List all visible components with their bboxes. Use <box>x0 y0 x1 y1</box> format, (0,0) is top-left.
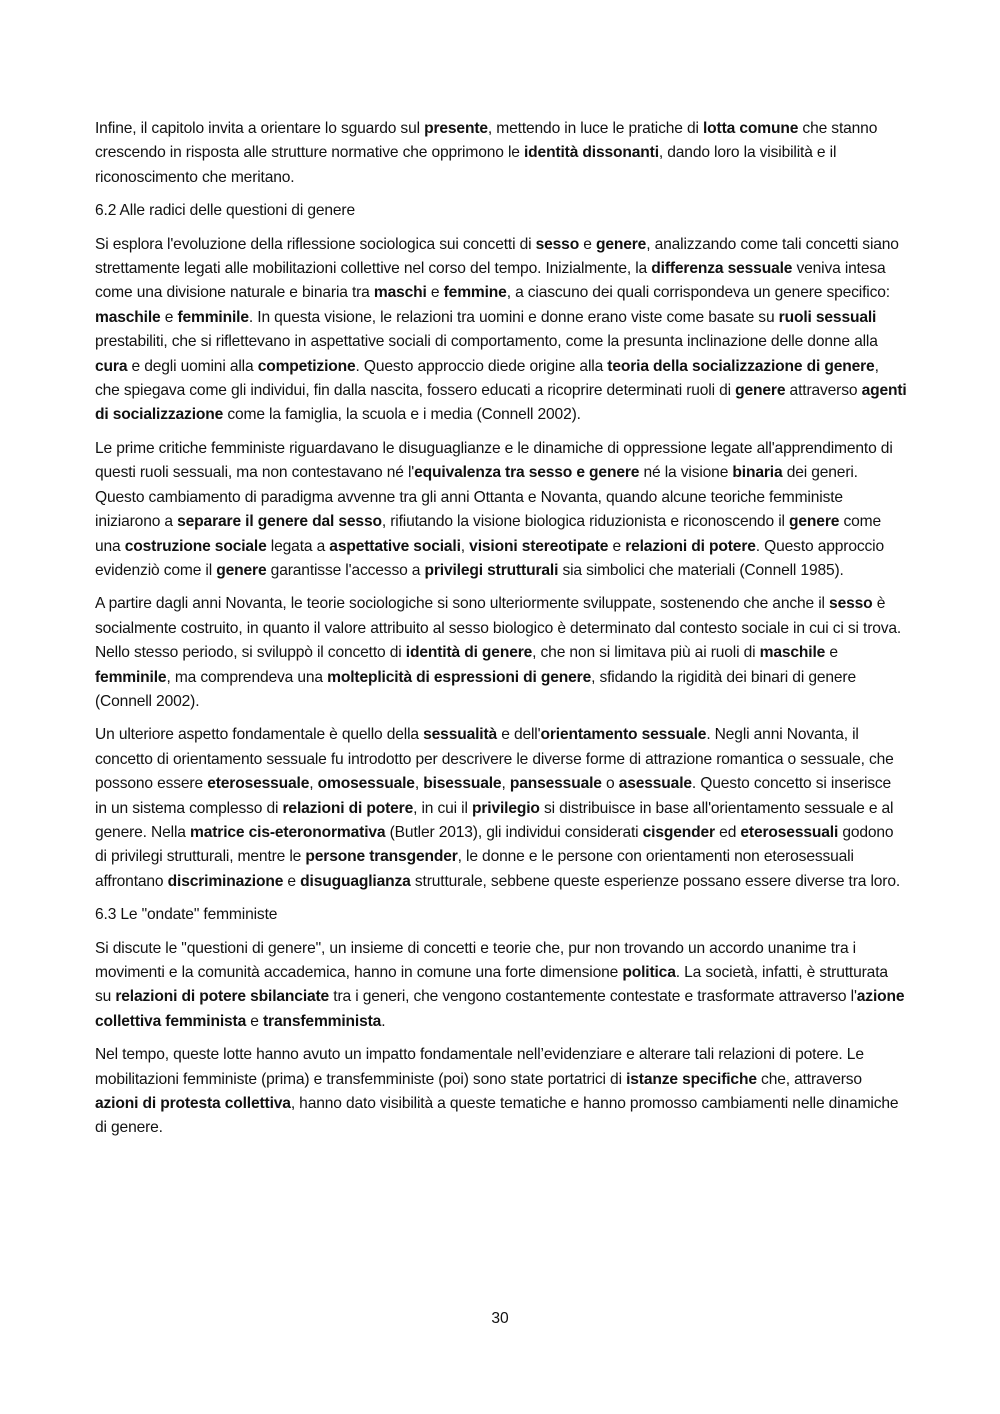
text-run: e <box>246 1012 263 1030</box>
bold-term: relazioni di potere <box>282 799 414 817</box>
bold-term: equivalenza tra sesso e genere <box>414 464 640 482</box>
bold-term: discriminazione <box>167 872 284 890</box>
text-run: , <box>460 537 470 555</box>
bold-term: privilegio <box>471 799 540 817</box>
text-run: e dell' <box>497 726 541 744</box>
bold-term: omosessuale <box>317 775 415 793</box>
text-run: e degli uomini alla <box>127 357 258 375</box>
bold-term: visioni stereotipate <box>469 537 609 555</box>
bold-term: cisgender <box>642 823 715 841</box>
bold-term: cura <box>95 357 128 375</box>
body-paragraph <box>95 592 907 714</box>
text-run: e <box>579 235 596 253</box>
bold-term: costruzione sociale <box>124 537 267 555</box>
bold-term: bisessuale <box>423 775 502 793</box>
text-run: che stanno crescendo in risposta alle strutture normative che opprimono le <box>95 120 878 162</box>
bold-term: orientamento sessuale <box>540 726 707 744</box>
body-paragraph <box>95 437 907 583</box>
bold-term: molteplicità di espressioni di genere <box>327 668 592 686</box>
text-run: veniva intesa come una divisione naturale e binaria tra <box>95 260 886 302</box>
bold-term: privilegi strutturali <box>424 561 559 579</box>
text-run: e <box>426 284 444 302</box>
bold-term: relazioni di potere <box>625 537 756 555</box>
text-run: , a ciascuno dei quali corrispondeva un genere specifico: <box>506 284 890 302</box>
text-run: Infine, il capitolo invita a orientare lo sguardo sul <box>95 120 425 137</box>
bold-term: femmine <box>443 284 507 302</box>
text-run: . <box>381 1012 386 1030</box>
text-run: , <box>414 775 424 793</box>
bold-term: pansessuale <box>509 775 602 793</box>
text-run: che, attraverso <box>756 1070 862 1088</box>
text-run: . In questa visione, le relazioni tra uomini e donne erano viste come basate su <box>248 308 779 326</box>
text-run: , sfidando la rigidità dei binari di genere (Connell 2002). <box>95 668 856 710</box>
text-run: strutturale, sebbene queste esperienze possano essere diverse tra loro. <box>410 872 901 890</box>
bold-term: binaria <box>732 464 783 482</box>
text-run: , mettendo in luce le pratiche di <box>487 120 703 137</box>
text-run: né la visione <box>639 464 733 482</box>
bold-term: asessuale <box>618 775 692 793</box>
bold-term: identità di genere <box>405 644 533 662</box>
bold-term: genere <box>789 513 840 531</box>
text-run: come la famiglia, la scuola e i media (Connell 2002). <box>223 406 581 424</box>
bold-term: transfemminista <box>263 1012 382 1030</box>
text-run: come una <box>95 513 881 555</box>
text-run: , in cui il <box>413 799 472 817</box>
text-run: . Negli anni Novanta, il concetto di orientamento sessuale fu introdotto per descrivere le diverse forme di attrazione romantica o sessuale, che possono essere <box>95 726 894 793</box>
text-run: , le donne e le persone con orientamenti non eterosessuali affrontano <box>95 848 854 890</box>
text-run: , dando loro la visibilità e il riconoscimento che meritano. <box>95 144 837 186</box>
body-paragraph <box>95 937 907 1035</box>
bold-term: femminile <box>95 668 167 686</box>
bold-term: persone transgender <box>305 848 458 866</box>
bold-term: femminile <box>177 308 249 326</box>
text-run: garantisse l'accesso a <box>266 561 425 579</box>
bold-term: sessualità <box>423 726 498 744</box>
text-run: A partire dagli anni Novanta, le teorie sociologiche si sono ulteriormente sviluppate, sostenendo che anche il <box>95 595 830 613</box>
text-run: Un ulteriore aspetto fondamentale è quello della <box>95 726 424 744</box>
text-run: e <box>825 644 838 662</box>
section-heading <box>95 199 907 223</box>
bold-term: eterosessuali <box>740 823 839 841</box>
body-paragraph <box>95 117 907 190</box>
bold-term: matrice cis-eteronormativa <box>190 823 386 841</box>
text-run: sia simbolici che materiali (Connell 1985). <box>558 561 844 579</box>
body-paragraph <box>95 1043 907 1141</box>
body-paragraph <box>95 723 907 894</box>
bold-term: sesso <box>829 595 873 613</box>
text-run: ed <box>714 823 741 841</box>
text-run: e <box>283 872 301 890</box>
text-run: , ma comprendeva una <box>166 668 328 686</box>
bold-term: maschile <box>759 644 826 662</box>
page-number: 30 <box>491 1310 509 1327</box>
bold-term: sesso <box>535 235 580 253</box>
text-run: e <box>160 308 178 326</box>
text-run: Le prime critiche femministe riguardavano le disuguaglianze e le dinamiche di oppressione legate all'apprendimento di questi ruoli sessuali, ma non contestavano né l' <box>95 439 893 482</box>
text-run: tra i generi, che vengono costantemente contestate e trasformate attraverso l' <box>329 988 857 1006</box>
text-run: attraverso <box>785 382 862 400</box>
bold-term: differenza sessuale <box>651 260 793 278</box>
text-run: , che spiegava come gli individui, fin dalla nascita, fossero educati a ricoprire determinati ruoli di <box>95 357 879 400</box>
bold-term: disuguaglianza <box>300 872 411 890</box>
text-run: , hanno dato visibilità a queste tematiche e hanno promosso cambiamenti nelle dinamiche di genere. <box>95 1095 899 1137</box>
bold-term: genere <box>595 235 647 253</box>
bold-term: istanze specifiche <box>626 1070 757 1088</box>
bold-term: maschile <box>95 308 161 326</box>
text-run: è socialmente costruito, in quanto il valore attribuito al sesso biologico è determinato dal contesto sociale in cui ci si trova. Nello stesso periodo, si sviluppò il concetto di <box>95 595 902 662</box>
document-body <box>95 117 907 1150</box>
text-run: . Questo approccio evidenziò come il <box>95 537 884 579</box>
bold-term: genere <box>735 382 786 400</box>
text-run: prestabiliti, che si riflettevano in aspettative sociali di comportamento, come la presunta inclinazione delle donne alla <box>95 333 878 351</box>
bold-term: azioni di protesta collettiva <box>95 1095 291 1113</box>
text-run: . Questo concetto si inserisce in un sistema complesso di <box>95 775 892 817</box>
text-run: , rifiutando la visione biologica riduzionista e riconoscendo il <box>381 513 790 531</box>
bold-term: aspettative sociali <box>329 537 461 555</box>
bold-term: politica <box>622 964 676 981</box>
text-run: si distribuisce in base all'orientamento sessuale e al genere. Nella <box>95 799 894 841</box>
bold-term: genere <box>216 561 267 579</box>
bold-term: teoria della socializzazione di genere <box>607 357 875 375</box>
bold-term: separare il genere dal sesso <box>177 513 382 531</box>
section-heading <box>95 903 907 927</box>
bold-term: relazioni di potere sbilanciate <box>115 988 330 1006</box>
text-run: . La società, infatti, è strutturata su <box>95 964 888 1006</box>
text-run: . Questo approccio diede origine alla <box>355 357 608 375</box>
text-run: 6.3 Le "ondate" femministe <box>95 906 278 924</box>
text-run: , analizzando come tali concetti siano strettamente legati alle mobilitazioni collettive nel corso del tempo. Inizialmente, la <box>95 235 899 278</box>
text-run: Si discute le "questioni di genere", un insieme di concetti e teorie che, pur non trovando un accordo unanime tra i movimenti e la comunità accademica, hanno in comune una forte dimensione <box>95 939 856 981</box>
text-run: Si esplora l'evoluzione della riflessione sociologica sui concetti di <box>95 235 536 253</box>
body-paragraph <box>95 233 907 428</box>
text-run: , che non si limitava più ai ruoli di <box>532 644 760 662</box>
text-run: (Butler 2013), gli individui considerati <box>385 823 643 841</box>
bold-term: azione collettiva femminista <box>95 988 905 1030</box>
bold-term: identità dissonanti <box>523 144 659 162</box>
text-run: e <box>608 537 626 555</box>
bold-term: lotta comune <box>702 120 799 137</box>
bold-term: presente <box>424 120 488 137</box>
text-run: , <box>501 775 510 793</box>
text-run: o <box>601 775 619 793</box>
text-run: dei generi. Questo cambiamento di paradigma avvenne tra gli anni Ottanta e Novanta, quando alcune teoriche femministe iniziarono a <box>95 464 858 531</box>
bold-term: agenti di socializzazione <box>95 382 907 424</box>
text-run: legata a <box>266 537 330 555</box>
text-run: 6.2 Alle radici delle questioni di genere <box>95 202 355 220</box>
bold-term: competizione <box>257 357 356 375</box>
text-run: godono di privilegi strutturali, mentre le <box>95 823 894 866</box>
bold-term: maschi <box>373 284 427 302</box>
text-run: Nel tempo, queste lotte hanno avuto un impatto fondamentale nell’evidenziare e alterare tali relazioni di potere. Le mobilitazioni femministe (prima) e transfemministe (poi) sono state portatrici di <box>95 1046 864 1088</box>
text-run: , <box>309 775 318 793</box>
bold-term: ruoli sessuali <box>778 308 877 326</box>
bold-term: eterosessuale <box>207 775 310 793</box>
